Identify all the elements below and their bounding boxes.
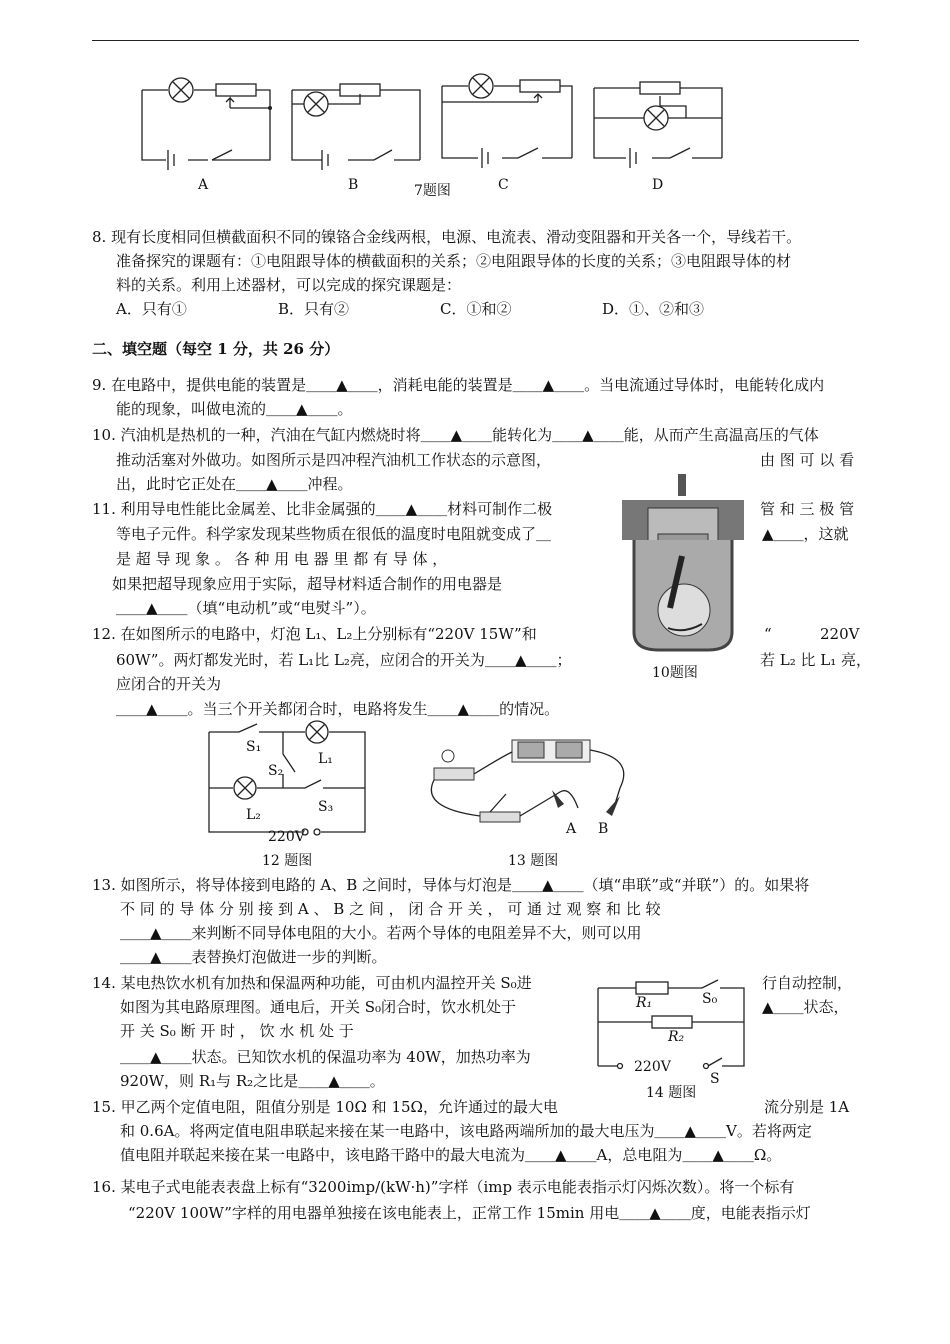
q11-line-2b: ▲＿＿，这就 [762,525,849,543]
q12-label-220v: 220V [268,829,305,845]
q8-line-1: 8. 现有长度相同但横截面积不同的镍铬合金线两根，电源、电流表、滑动变阻器和开关各一个，导线若干。 [92,228,802,246]
q8-choice-c: C．①和② [440,300,512,318]
q12-circuit-figure [205,728,370,838]
q13-apparatus-figure [420,728,640,826]
q14-line-2a: 如图为其电路原理图。通电后，开关 S₀闭合时，饮水机处于 [120,998,517,1016]
q10-line-2a: 推动活塞对外做功。如图所示是四冲程汽油机工作状态的示意图， [116,451,552,469]
q14-label-r1: R₁ [636,995,653,1011]
q12-caption: 12 题图 [262,853,313,869]
q12-line-2a: 60W”。两灯都发光时，若 L₁比 L₂亮，应闭合的开关为＿＿▲＿＿； [116,651,572,669]
q13-line-2: 不 同 的 导 体 分 别 接 到 A 、 B 之 间 ， 闭 合 开 关 ， 可 通 过 观 察 和 比 较 [120,900,661,918]
q9-line-1: 9. 在电路中，提供电能的装置是＿＿▲＿＿，消耗电能的装置是＿＿▲＿＿。当电流通过导体时，电能转化成内 [92,376,825,394]
q7-circuit-b [288,82,428,177]
q14-circuit-figure [596,978,746,1068]
q14-line-4: ＿＿▲＿＿状态。已知饮水机的保温功率为 40W，加热功率为 [120,1048,531,1066]
q7-circuit-d [590,84,730,179]
q10-line-3: 出，此时它正处在＿＿▲＿＿冲程。 [116,475,353,493]
q8-choice-a: A．只有① [116,300,187,318]
q13-caption: 13 题图 [508,853,559,869]
q7-circuit-a [138,70,278,175]
q8-choice-d: D．①、②和③ [602,300,705,318]
q14-line-5: 920W，则 R₁与 R₂之比是＿＿▲＿＿。 [120,1072,385,1090]
q12-label-s3: S₃ [318,799,334,815]
q11-line-5: ＿＿▲＿＿（填“电动机”或“电熨斗”）。 [116,599,376,617]
q16-line-2: “220V 100W”字样的用电器单独接在该电能表上，正常工作 15min 用电＿＿▲＿＿度，电能表指示灯 [128,1204,811,1222]
q10-engine-figure [618,472,748,652]
q8-choice-b: B．只有② [278,300,350,318]
q15-line-1b: 流分别是 1A [764,1098,850,1116]
q15-line-2: 和 0.6A。将两定值电阻串联起来接在某一电路中，该电路两端所加的最大电压为＿＿▲＿＿V。若将两定 [120,1122,812,1140]
q12-line-1b: “ [764,625,772,643]
q10-line-1: 10. 汽油机是热机的一种，汽油在气缸内燃烧时将＿＿▲＿＿能转化为＿＿▲＿＿能，从而产生高温高压的气体 [92,426,819,444]
q13-label-a: A [566,821,577,837]
q11-line-1b: 管 和 三 极 管 [760,500,855,518]
q7-option-d: D [652,177,664,193]
q14-line-1b: 行自动控制， [762,974,853,992]
q7-caption: 7题图 [414,183,451,199]
q8-line-2: 准备探究的课题有：①电阻跟导体的横截面积的关系；②电阻跟导体的长度的关系；③电阻跟导体的材 [116,252,792,270]
q12-line-3: 应闭合的开关为 [116,675,222,693]
q13-line-4: ＿＿▲＿＿表替换灯泡做进一步的判断。 [120,948,387,966]
q11-line-2a: 等电子元件。科学家发现某些物质在很低的温度时电阻就变成了＿ [116,525,552,543]
q11-line-1a: 11. 利用导电性能比金属差、比非金属强的＿＿▲＿＿材料可制作二极 [92,500,553,518]
q13-line-3: ＿＿▲＿＿来判断不同导体电阻的大小。若两个导体的电阻差异不大，则可以用 [120,924,642,942]
q7-circuit-c [438,72,578,172]
q11-line-4: 如果把超导现象应用于实际，超导材料适合制作的用电器是 [112,575,503,593]
q12-line-4: ＿＿▲＿＿。当三个开关都闭合时，电路将发生＿＿▲＿＿的情况。 [116,700,560,718]
q14-caption: 14 题图 [646,1085,697,1101]
q12-label-s2: S₂ [268,763,284,779]
q8-line-3: 料的关系。利用上述器材，可以完成的探究课题是： [116,276,462,294]
q9-line-2: 能的现象，叫做电流的＿＿▲＿＿。 [116,400,353,418]
q7-option-b: B [348,177,359,193]
q12-label-l1: L₁ [318,751,333,767]
q13-label-b: B [598,821,609,837]
q12-label-l2: L₂ [246,807,261,823]
q12-line-1c: 220V [820,625,860,643]
q14-line-3: 开 关 S₀ 断 开 时 ， 饮 水 机 处 于 [120,1022,354,1040]
q14-label-s0: S₀ [702,991,718,1007]
q15-line-1a: 15. 甲乙两个定值电阻，阻值分别是 10Ω 和 15Ω，允许通过的最大电 [92,1098,558,1116]
header-rule [92,40,859,41]
q10-caption: 10题图 [652,665,698,681]
q16-line-1: 16. 某电子式电能表表盘上标有“3200imp/(kW·h)”字样（imp 表示电能表指示灯闪烁次数）。将一个标有 [92,1178,795,1196]
q14-label-r2: R₂ [668,1029,685,1045]
q14-line-1a: 14. 某电热饮水机有加热和保温两种功能，可由机内温控开关 S₀进 [92,974,532,992]
section-2-title: 二、填空题（每空 1 分，共 26 分） [92,340,340,358]
q13-line-1: 13. 如图所示，将导体接到电路的 A、B 之间时，导体与灯泡是＿＿▲＿＿（填“串联”或“并联”）的。如果将 [92,876,810,894]
q10-line-2b: 由 图 可 以 看 [760,451,855,469]
q12-label-s1: S₁ [246,739,262,755]
q14-label-s: S [710,1071,720,1087]
q12-line-2b: 若 L₂ 比 L₁ 亮， [760,651,872,669]
q15-line-3: 值电阻并联起来接在某一电路中，该电路干路中的最大电流为＿＿▲＿＿A，总电阻为＿＿▲＿＿Ω。 [120,1146,782,1164]
q7-option-c: C [498,177,509,193]
q7-option-a: A [198,177,209,193]
q14-label-220v: 220V [634,1059,671,1075]
q14-line-2b: ▲＿＿状态， [762,998,849,1016]
q12-line-1a: 12. 在如图所示的电路中，灯泡 L₁、L₂上分别标有“220V 15W”和 [92,625,537,643]
q11-line-3: 是 超 导 现 象 。 各 种 用 电 器 里 都 有 导 体 ， [116,550,448,568]
